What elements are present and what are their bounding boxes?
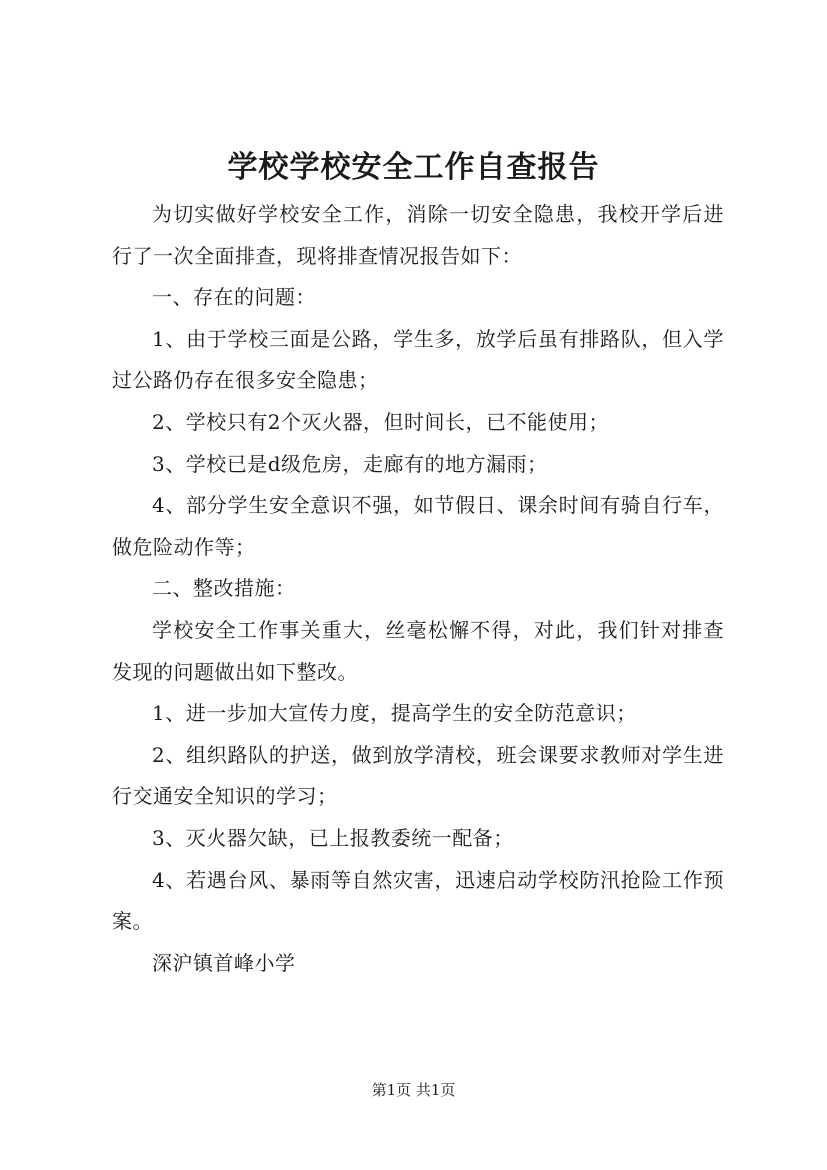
paragraph-intro: 为切实做好学校安全工作，消除一切安全隐患，我校开学后进行了一次全面排查，现将排查情况报告如下：: [112, 202, 724, 268]
problem-item: 2、学校只有2个灭火器，但时间长，已不能使用；: [152, 409, 609, 434]
measure-item: 3、灭火器欠缺，已上报教委统一配备；: [152, 825, 514, 850]
measure-item: 2、组织路队的护送，做到放学清校，班会课要求教师对学生进行交通安全知识的学习；: [112, 742, 724, 809]
signature-school: 深沪镇首峰小学: [152, 950, 296, 975]
document-title: 学校学校安全工作自查报告: [227, 150, 600, 185]
document-body: [112, 194, 724, 984]
paragraph-measures-intro: 学校安全工作事关重大，丝毫松懈不得，对此，我们针对排查发现的问题做出如下整改。: [112, 617, 724, 684]
problem-item: 3、学校已是d级危房，走廊有的地方漏雨；: [152, 451, 548, 476]
measure-item: 1、进一步加大宣传力度，提高学生的安全防范意识；: [152, 701, 637, 726]
section-heading-problems: 一、存在的问题：: [152, 285, 316, 310]
measure-item: 4、若遇台风、暴雨等自然灾害，迅速启动学校防汛抢险工作预案。: [112, 867, 724, 934]
problem-item: 4、部分学生安全意识不强，如节假日、课余时间有骑自行车，做危险动作等；: [112, 493, 724, 559]
problem-item: 1、由于学校三面是公路，学生多，放学后虽有排路队，但入学过公路仍存在很多安全隐患；: [112, 326, 724, 393]
page-number-footer: 第1页 共1页: [371, 1081, 456, 1099]
section-heading-measures: 二、整改措施：: [152, 576, 296, 601]
